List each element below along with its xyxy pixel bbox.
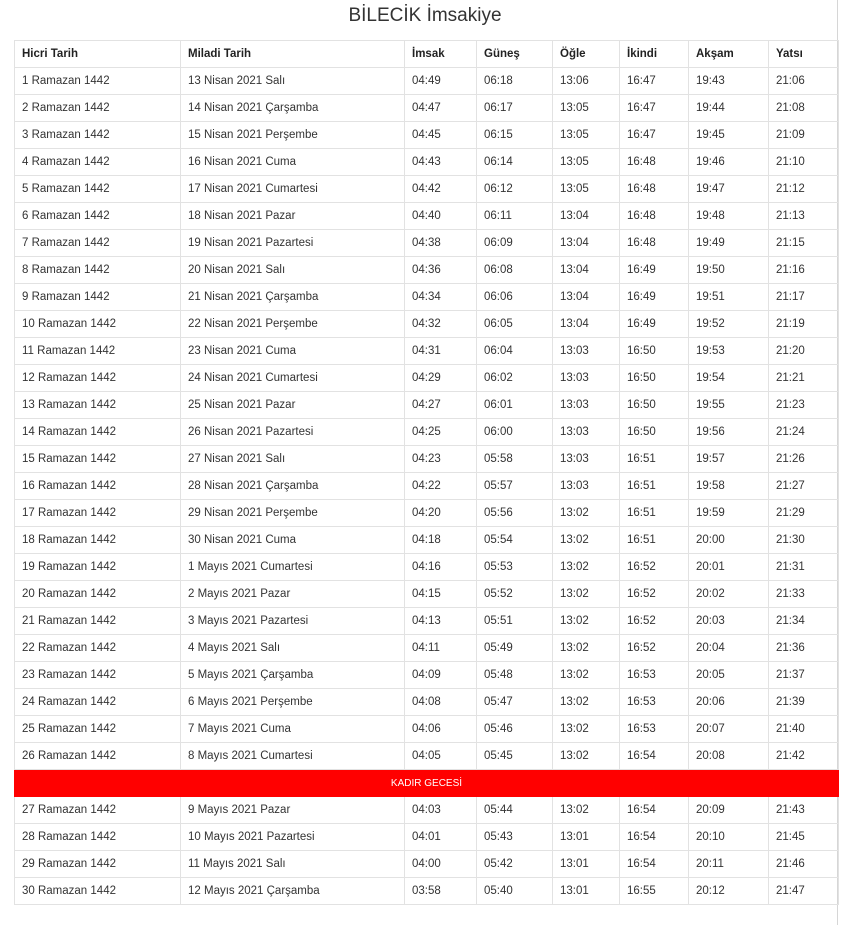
yatsi-cell: 21:36 bbox=[769, 635, 839, 662]
hicri-tarih-cell: 3 Ramazan 1442 bbox=[15, 122, 181, 149]
hicri-tarih-cell: 17 Ramazan 1442 bbox=[15, 500, 181, 527]
imsak-cell: 04:47 bbox=[405, 95, 477, 122]
ogle-cell: 13:05 bbox=[553, 122, 620, 149]
aksam-cell: 19:57 bbox=[689, 446, 769, 473]
hicri-tarih-cell: 23 Ramazan 1442 bbox=[15, 662, 181, 689]
yatsi-cell: 21:45 bbox=[769, 824, 839, 851]
ikindi-cell: 16:54 bbox=[620, 743, 689, 770]
imsak-cell: 04:13 bbox=[405, 608, 477, 635]
gunes-cell: 05:53 bbox=[477, 554, 553, 581]
table-body bbox=[15, 68, 839, 905]
ikindi-cell: 16:47 bbox=[620, 122, 689, 149]
miladi-tarih-cell: 26 Nisan 2021 Pazartesi bbox=[181, 419, 405, 446]
table-row bbox=[15, 176, 839, 203]
imsak-cell: 04:01 bbox=[405, 824, 477, 851]
yatsi-cell: 21:46 bbox=[769, 851, 839, 878]
ogle-cell: 13:04 bbox=[553, 230, 620, 257]
aksam-cell: 19:48 bbox=[689, 203, 769, 230]
aksam-cell: 19:43 bbox=[689, 68, 769, 95]
aksam-cell: 19:59 bbox=[689, 500, 769, 527]
gunes-cell: 05:46 bbox=[477, 716, 553, 743]
imsak-cell: 04:25 bbox=[405, 419, 477, 446]
ikindi-cell: 16:53 bbox=[620, 662, 689, 689]
gunes-cell: 06:06 bbox=[477, 284, 553, 311]
column-header-gunes: Güneş bbox=[477, 41, 553, 68]
ikindi-cell: 16:52 bbox=[620, 581, 689, 608]
ikindi-cell: 16:52 bbox=[620, 608, 689, 635]
ogle-cell: 13:06 bbox=[553, 68, 620, 95]
ikindi-cell: 16:54 bbox=[620, 851, 689, 878]
gunes-cell: 05:47 bbox=[477, 689, 553, 716]
hicri-tarih-cell: 16 Ramazan 1442 bbox=[15, 473, 181, 500]
gunes-cell: 05:40 bbox=[477, 878, 553, 905]
table-row bbox=[15, 662, 839, 689]
ogle-cell: 13:03 bbox=[553, 365, 620, 392]
ogle-cell: 13:04 bbox=[553, 311, 620, 338]
table-row bbox=[15, 527, 839, 554]
ikindi-cell: 16:52 bbox=[620, 554, 689, 581]
ogle-cell: 13:01 bbox=[553, 851, 620, 878]
ikindi-cell: 16:50 bbox=[620, 365, 689, 392]
imsak-cell: 04:31 bbox=[405, 338, 477, 365]
miladi-tarih-cell: 17 Nisan 2021 Cumartesi bbox=[181, 176, 405, 203]
miladi-tarih-cell: 10 Mayıs 2021 Pazartesi bbox=[181, 824, 405, 851]
miladi-tarih-cell: 3 Mayıs 2021 Pazartesi bbox=[181, 608, 405, 635]
miladi-tarih-cell: 6 Mayıs 2021 Perşembe bbox=[181, 689, 405, 716]
ogle-cell: 13:02 bbox=[553, 581, 620, 608]
table-row bbox=[15, 446, 839, 473]
gunes-cell: 06:18 bbox=[477, 68, 553, 95]
aksam-cell: 19:58 bbox=[689, 473, 769, 500]
table-row bbox=[15, 851, 839, 878]
miladi-tarih-cell: 11 Mayıs 2021 Salı bbox=[181, 851, 405, 878]
aksam-cell: 19:44 bbox=[689, 95, 769, 122]
imsak-cell: 04:40 bbox=[405, 203, 477, 230]
ikindi-cell: 16:51 bbox=[620, 446, 689, 473]
hicri-tarih-cell: 9 Ramazan 1442 bbox=[15, 284, 181, 311]
miladi-tarih-cell: 12 Mayıs 2021 Çarşamba bbox=[181, 878, 405, 905]
miladi-tarih-cell: 5 Mayıs 2021 Çarşamba bbox=[181, 662, 405, 689]
gunes-cell: 06:08 bbox=[477, 257, 553, 284]
yatsi-cell: 21:31 bbox=[769, 554, 839, 581]
hicri-tarih-cell: 13 Ramazan 1442 bbox=[15, 392, 181, 419]
yatsi-cell: 21:47 bbox=[769, 878, 839, 905]
gunes-cell: 05:42 bbox=[477, 851, 553, 878]
aksam-cell: 20:08 bbox=[689, 743, 769, 770]
aksam-cell: 19:54 bbox=[689, 365, 769, 392]
ikindi-cell: 16:51 bbox=[620, 500, 689, 527]
ogle-cell: 13:04 bbox=[553, 284, 620, 311]
hicri-tarih-cell: 11 Ramazan 1442 bbox=[15, 338, 181, 365]
column-header-imsak: İmsak bbox=[405, 41, 477, 68]
gunes-cell: 05:45 bbox=[477, 743, 553, 770]
hicri-tarih-cell: 19 Ramazan 1442 bbox=[15, 554, 181, 581]
gunes-cell: 05:51 bbox=[477, 608, 553, 635]
table-row bbox=[15, 743, 839, 770]
column-header-aksam: Akşam bbox=[689, 41, 769, 68]
hicri-tarih-cell: 12 Ramazan 1442 bbox=[15, 365, 181, 392]
hicri-tarih-cell: 10 Ramazan 1442 bbox=[15, 311, 181, 338]
ogle-cell: 13:02 bbox=[553, 554, 620, 581]
table-row bbox=[15, 392, 839, 419]
imsak-cell: 04:06 bbox=[405, 716, 477, 743]
gunes-cell: 05:54 bbox=[477, 527, 553, 554]
miladi-tarih-cell: 13 Nisan 2021 Salı bbox=[181, 68, 405, 95]
imsak-cell: 04:16 bbox=[405, 554, 477, 581]
ikindi-cell: 16:55 bbox=[620, 878, 689, 905]
ikindi-cell: 16:49 bbox=[620, 311, 689, 338]
table-row bbox=[15, 581, 839, 608]
aksam-cell: 19:56 bbox=[689, 419, 769, 446]
miladi-tarih-cell: 15 Nisan 2021 Perşembe bbox=[181, 122, 405, 149]
yatsi-cell: 21:06 bbox=[769, 68, 839, 95]
gunes-cell: 06:15 bbox=[477, 122, 553, 149]
hicri-tarih-cell: 14 Ramazan 1442 bbox=[15, 419, 181, 446]
miladi-tarih-cell: 19 Nisan 2021 Pazartesi bbox=[181, 230, 405, 257]
hicri-tarih-cell: 29 Ramazan 1442 bbox=[15, 851, 181, 878]
yatsi-cell: 21:15 bbox=[769, 230, 839, 257]
ogle-cell: 13:02 bbox=[553, 743, 620, 770]
gunes-cell: 06:09 bbox=[477, 230, 553, 257]
ogle-cell: 13:03 bbox=[553, 446, 620, 473]
hicri-tarih-cell: 28 Ramazan 1442 bbox=[15, 824, 181, 851]
imsak-cell: 04:34 bbox=[405, 284, 477, 311]
gunes-cell: 06:04 bbox=[477, 338, 553, 365]
gunes-cell: 05:57 bbox=[477, 473, 553, 500]
gunes-cell: 06:01 bbox=[477, 392, 553, 419]
table-row bbox=[15, 311, 839, 338]
imsak-cell: 04:23 bbox=[405, 446, 477, 473]
yatsi-cell: 21:42 bbox=[769, 743, 839, 770]
table-row bbox=[15, 824, 839, 851]
hicri-tarih-cell: 15 Ramazan 1442 bbox=[15, 446, 181, 473]
miladi-tarih-cell: 2 Mayıs 2021 Pazar bbox=[181, 581, 405, 608]
header-row bbox=[15, 41, 839, 68]
table-row bbox=[15, 635, 839, 662]
table-row bbox=[15, 689, 839, 716]
imsak-cell: 04:45 bbox=[405, 122, 477, 149]
ogle-cell: 13:02 bbox=[553, 662, 620, 689]
ikindi-cell: 16:51 bbox=[620, 527, 689, 554]
imsak-cell: 04:08 bbox=[405, 689, 477, 716]
yatsi-cell: 21:37 bbox=[769, 662, 839, 689]
imsak-cell: 04:05 bbox=[405, 743, 477, 770]
hicri-tarih-cell: 18 Ramazan 1442 bbox=[15, 527, 181, 554]
ogle-cell: 13:02 bbox=[553, 635, 620, 662]
aksam-cell: 20:00 bbox=[689, 527, 769, 554]
ikindi-cell: 16:54 bbox=[620, 824, 689, 851]
aksam-cell: 20:09 bbox=[689, 797, 769, 824]
ogle-cell: 13:01 bbox=[553, 878, 620, 905]
yatsi-cell: 21:16 bbox=[769, 257, 839, 284]
gunes-cell: 05:56 bbox=[477, 500, 553, 527]
miladi-tarih-cell: 22 Nisan 2021 Perşembe bbox=[181, 311, 405, 338]
yatsi-cell: 21:43 bbox=[769, 797, 839, 824]
table-row bbox=[15, 500, 839, 527]
ogle-cell: 13:02 bbox=[553, 797, 620, 824]
aksam-cell: 19:51 bbox=[689, 284, 769, 311]
table-row bbox=[15, 230, 839, 257]
hicri-tarih-cell: 4 Ramazan 1442 bbox=[15, 149, 181, 176]
table-row bbox=[15, 608, 839, 635]
aksam-cell: 20:06 bbox=[689, 689, 769, 716]
aksam-cell: 20:12 bbox=[689, 878, 769, 905]
table-row bbox=[15, 419, 839, 446]
imsak-cell: 04:43 bbox=[405, 149, 477, 176]
yatsi-cell: 21:40 bbox=[769, 716, 839, 743]
miladi-tarih-cell: 7 Mayıs 2021 Cuma bbox=[181, 716, 405, 743]
ogle-cell: 13:01 bbox=[553, 824, 620, 851]
yatsi-cell: 21:26 bbox=[769, 446, 839, 473]
imsak-cell: 04:22 bbox=[405, 473, 477, 500]
kadir-gecesi-row bbox=[15, 770, 839, 797]
table-row bbox=[15, 122, 839, 149]
yatsi-cell: 21:12 bbox=[769, 176, 839, 203]
miladi-tarih-cell: 1 Mayıs 2021 Cumartesi bbox=[181, 554, 405, 581]
gunes-cell: 06:12 bbox=[477, 176, 553, 203]
hicri-tarih-cell: 5 Ramazan 1442 bbox=[15, 176, 181, 203]
aksam-cell: 19:46 bbox=[689, 149, 769, 176]
yatsi-cell: 21:17 bbox=[769, 284, 839, 311]
aksam-cell: 20:02 bbox=[689, 581, 769, 608]
hicri-tarih-cell: 30 Ramazan 1442 bbox=[15, 878, 181, 905]
gunes-cell: 06:00 bbox=[477, 419, 553, 446]
ogle-cell: 13:02 bbox=[553, 608, 620, 635]
ikindi-cell: 16:51 bbox=[620, 473, 689, 500]
yatsi-cell: 21:24 bbox=[769, 419, 839, 446]
yatsi-cell: 21:21 bbox=[769, 365, 839, 392]
table-row bbox=[15, 554, 839, 581]
hicri-tarih-cell: 6 Ramazan 1442 bbox=[15, 203, 181, 230]
aksam-cell: 20:04 bbox=[689, 635, 769, 662]
table-row bbox=[15, 716, 839, 743]
imsak-cell: 04:11 bbox=[405, 635, 477, 662]
yatsi-cell: 21:39 bbox=[769, 689, 839, 716]
hicri-tarih-cell: 24 Ramazan 1442 bbox=[15, 689, 181, 716]
column-header-yatsi: Yatsı bbox=[769, 41, 839, 68]
aksam-cell: 20:11 bbox=[689, 851, 769, 878]
imsak-cell: 04:15 bbox=[405, 581, 477, 608]
table-row bbox=[15, 284, 839, 311]
column-header-hicri-tarih: Hicri Tarih bbox=[15, 41, 181, 68]
yatsi-cell: 21:19 bbox=[769, 311, 839, 338]
miladi-tarih-cell: 27 Nisan 2021 Salı bbox=[181, 446, 405, 473]
aksam-cell: 20:05 bbox=[689, 662, 769, 689]
table-row bbox=[15, 203, 839, 230]
miladi-tarih-cell: 18 Nisan 2021 Pazar bbox=[181, 203, 405, 230]
hicri-tarih-cell: 20 Ramazan 1442 bbox=[15, 581, 181, 608]
gunes-cell: 05:43 bbox=[477, 824, 553, 851]
table-row bbox=[15, 257, 839, 284]
imsak-cell: 04:03 bbox=[405, 797, 477, 824]
column-header-miladi-tarih: Miladi Tarih bbox=[181, 41, 405, 68]
miladi-tarih-cell: 9 Mayıs 2021 Pazar bbox=[181, 797, 405, 824]
imsak-cell: 04:20 bbox=[405, 500, 477, 527]
table-row bbox=[15, 68, 839, 95]
aksam-cell: 19:49 bbox=[689, 230, 769, 257]
ogle-cell: 13:03 bbox=[553, 338, 620, 365]
gunes-cell: 05:48 bbox=[477, 662, 553, 689]
miladi-tarih-cell: 24 Nisan 2021 Cumartesi bbox=[181, 365, 405, 392]
imsak-cell: 04:29 bbox=[405, 365, 477, 392]
aksam-cell: 19:50 bbox=[689, 257, 769, 284]
aksam-cell: 20:03 bbox=[689, 608, 769, 635]
ogle-cell: 13:02 bbox=[553, 689, 620, 716]
aksam-cell: 20:10 bbox=[689, 824, 769, 851]
ikindi-cell: 16:47 bbox=[620, 95, 689, 122]
aksam-cell: 19:55 bbox=[689, 392, 769, 419]
gunes-cell: 06:17 bbox=[477, 95, 553, 122]
imsak-cell: 04:36 bbox=[405, 257, 477, 284]
miladi-tarih-cell: 16 Nisan 2021 Cuma bbox=[181, 149, 405, 176]
ikindi-cell: 16:52 bbox=[620, 635, 689, 662]
hicri-tarih-cell: 1 Ramazan 1442 bbox=[15, 68, 181, 95]
imsak-cell: 04:42 bbox=[405, 176, 477, 203]
gunes-cell: 06:14 bbox=[477, 149, 553, 176]
ogle-cell: 13:05 bbox=[553, 149, 620, 176]
table-row bbox=[15, 338, 839, 365]
table-row bbox=[15, 95, 839, 122]
ikindi-cell: 16:50 bbox=[620, 419, 689, 446]
imsak-cell: 04:18 bbox=[405, 527, 477, 554]
hicri-tarih-cell: 27 Ramazan 1442 bbox=[15, 797, 181, 824]
ogle-cell: 13:04 bbox=[553, 203, 620, 230]
yatsi-cell: 21:29 bbox=[769, 500, 839, 527]
imsakiye-table bbox=[14, 40, 839, 905]
yatsi-cell: 21:23 bbox=[769, 392, 839, 419]
miladi-tarih-cell: 23 Nisan 2021 Cuma bbox=[181, 338, 405, 365]
miladi-tarih-cell: 4 Mayıs 2021 Salı bbox=[181, 635, 405, 662]
miladi-tarih-cell: 21 Nisan 2021 Çarşamba bbox=[181, 284, 405, 311]
aksam-cell: 20:07 bbox=[689, 716, 769, 743]
hicri-tarih-cell: 26 Ramazan 1442 bbox=[15, 743, 181, 770]
imsak-cell: 04:49 bbox=[405, 68, 477, 95]
ikindi-cell: 16:48 bbox=[620, 149, 689, 176]
ogle-cell: 13:03 bbox=[553, 392, 620, 419]
ogle-cell: 13:05 bbox=[553, 176, 620, 203]
ikindi-cell: 16:48 bbox=[620, 176, 689, 203]
imsak-cell: 03:58 bbox=[405, 878, 477, 905]
aksam-cell: 20:01 bbox=[689, 554, 769, 581]
imsak-cell: 04:27 bbox=[405, 392, 477, 419]
aksam-cell: 19:52 bbox=[689, 311, 769, 338]
ikindi-cell: 16:53 bbox=[620, 689, 689, 716]
imsak-cell: 04:38 bbox=[405, 230, 477, 257]
ogle-cell: 13:02 bbox=[553, 500, 620, 527]
ogle-cell: 13:04 bbox=[553, 257, 620, 284]
ikindi-cell: 16:49 bbox=[620, 284, 689, 311]
gunes-cell: 05:49 bbox=[477, 635, 553, 662]
ikindi-cell: 16:53 bbox=[620, 716, 689, 743]
hicri-tarih-cell: 22 Ramazan 1442 bbox=[15, 635, 181, 662]
yatsi-cell: 21:09 bbox=[769, 122, 839, 149]
hicri-tarih-cell: 25 Ramazan 1442 bbox=[15, 716, 181, 743]
gunes-cell: 06:05 bbox=[477, 311, 553, 338]
miladi-tarih-cell: 29 Nisan 2021 Perşembe bbox=[181, 500, 405, 527]
gunes-cell: 05:52 bbox=[477, 581, 553, 608]
ogle-cell: 13:05 bbox=[553, 95, 620, 122]
hicri-tarih-cell: 21 Ramazan 1442 bbox=[15, 608, 181, 635]
table-row bbox=[15, 797, 839, 824]
yatsi-cell: 21:30 bbox=[769, 527, 839, 554]
ogle-cell: 13:03 bbox=[553, 419, 620, 446]
miladi-tarih-cell: 20 Nisan 2021 Salı bbox=[181, 257, 405, 284]
gunes-cell: 05:44 bbox=[477, 797, 553, 824]
hicri-tarih-cell: 8 Ramazan 1442 bbox=[15, 257, 181, 284]
ogle-cell: 13:02 bbox=[553, 716, 620, 743]
miladi-tarih-cell: 14 Nisan 2021 Çarşamba bbox=[181, 95, 405, 122]
gunes-cell: 05:58 bbox=[477, 446, 553, 473]
hicri-tarih-cell: 7 Ramazan 1442 bbox=[15, 230, 181, 257]
hicri-tarih-cell: 2 Ramazan 1442 bbox=[15, 95, 181, 122]
yatsi-cell: 21:20 bbox=[769, 338, 839, 365]
miladi-tarih-cell: 28 Nisan 2021 Çarşamba bbox=[181, 473, 405, 500]
gunes-cell: 06:11 bbox=[477, 203, 553, 230]
table-row bbox=[15, 473, 839, 500]
imsak-cell: 04:00 bbox=[405, 851, 477, 878]
ikindi-cell: 16:47 bbox=[620, 68, 689, 95]
page-title: BİLECİK İmsakiye bbox=[348, 5, 502, 26]
ogle-cell: 13:02 bbox=[553, 527, 620, 554]
table-row bbox=[15, 365, 839, 392]
column-header-ogle: Öğle bbox=[553, 41, 620, 68]
table-header bbox=[15, 41, 839, 68]
yatsi-cell: 21:27 bbox=[769, 473, 839, 500]
aksam-cell: 19:47 bbox=[689, 176, 769, 203]
ikindi-cell: 16:48 bbox=[620, 203, 689, 230]
yatsi-cell: 21:08 bbox=[769, 95, 839, 122]
aksam-cell: 19:45 bbox=[689, 122, 769, 149]
kadir-gecesi-label: KADIR GECESİ bbox=[15, 770, 839, 797]
yatsi-cell: 21:10 bbox=[769, 149, 839, 176]
ikindi-cell: 16:50 bbox=[620, 338, 689, 365]
miladi-tarih-cell: 25 Nisan 2021 Pazar bbox=[181, 392, 405, 419]
miladi-tarih-cell: 30 Nisan 2021 Cuma bbox=[181, 527, 405, 554]
table-row bbox=[15, 878, 839, 905]
table-row bbox=[15, 149, 839, 176]
ogle-cell: 13:03 bbox=[553, 473, 620, 500]
yatsi-cell: 21:34 bbox=[769, 608, 839, 635]
yatsi-cell: 21:33 bbox=[769, 581, 839, 608]
imsak-cell: 04:32 bbox=[405, 311, 477, 338]
ikindi-cell: 16:49 bbox=[620, 257, 689, 284]
aksam-cell: 19:53 bbox=[689, 338, 769, 365]
ikindi-cell: 16:50 bbox=[620, 392, 689, 419]
ikindi-cell: 16:54 bbox=[620, 797, 689, 824]
ikindi-cell: 16:48 bbox=[620, 230, 689, 257]
miladi-tarih-cell: 8 Mayıs 2021 Cumartesi bbox=[181, 743, 405, 770]
gunes-cell: 06:02 bbox=[477, 365, 553, 392]
yatsi-cell: 21:13 bbox=[769, 203, 839, 230]
imsak-cell: 04:09 bbox=[405, 662, 477, 689]
column-header-ikindi: İkindi bbox=[620, 41, 689, 68]
